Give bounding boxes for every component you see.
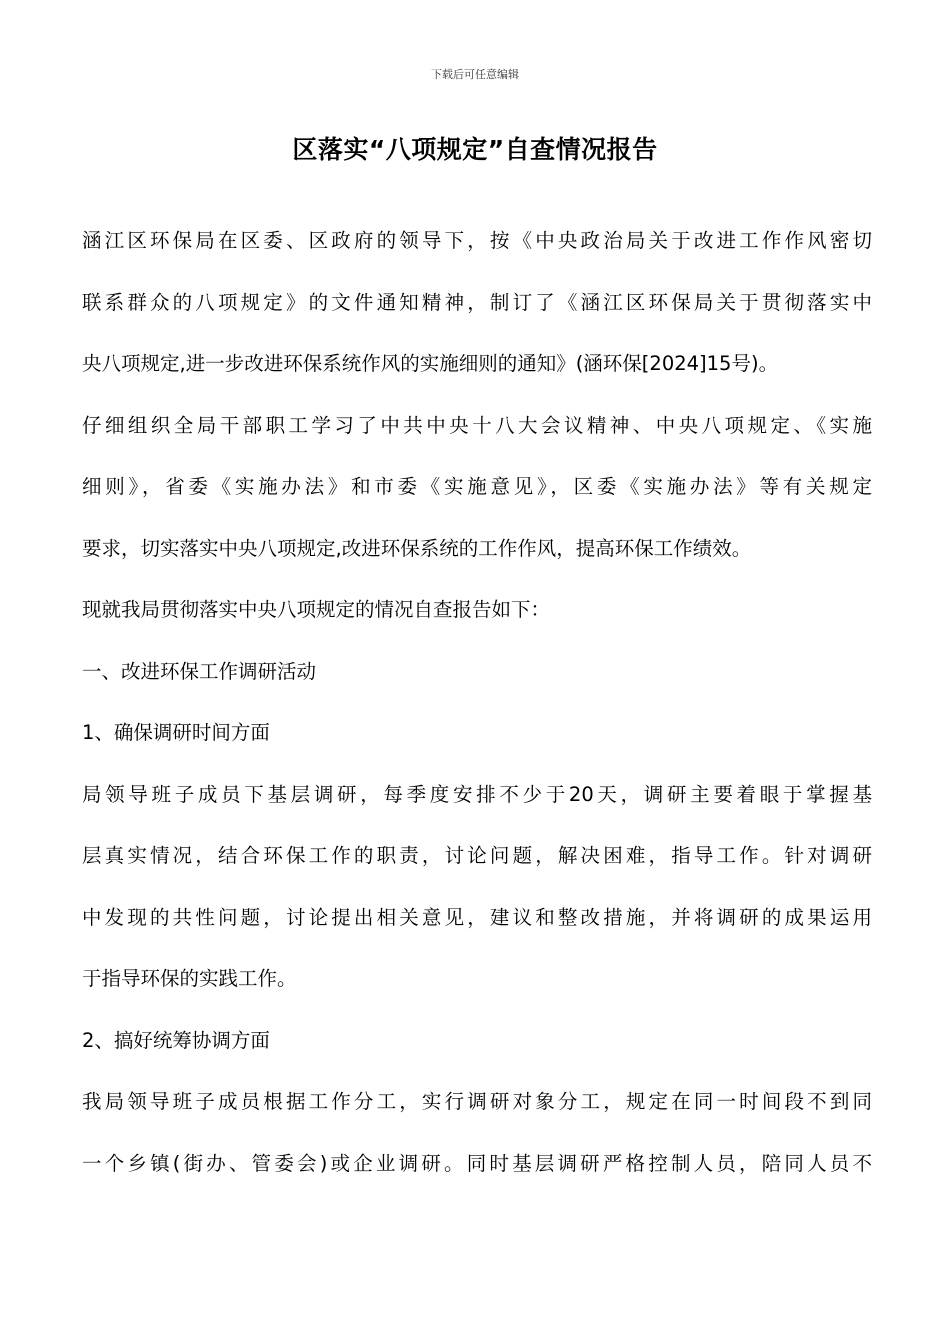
paragraph-line: 层真实情况，结合环保工作的职责，讨论问题，解决困难，指导工作。针对调研 (82, 844, 872, 867)
paragraph-line: 一个乡镇(街办、管委会)或企业调研。同时基层调研严格控制人员，陪同人员不 (82, 1151, 872, 1175)
paragraph-line: 仔细组织全局干部职工学习了中共中央十八大会议精神、中央八项规定、《实施 (82, 413, 872, 437)
paragraph-line: 我局领导班子成员根据工作分工，实行调研对象分工，规定在同一时间段不到同 (82, 1090, 872, 1113)
subsection-heading: 2、搞好统筹协调方面 (82, 1028, 270, 1052)
document-title: 区落实“八项规定”自查情况报告 (292, 135, 658, 164)
paragraph-line: 于指导环保的实践工作。 (82, 967, 297, 990)
header-note: 下载后可任意编辑 (431, 68, 519, 81)
section-heading: 一、改进环保工作调研活动 (82, 659, 317, 683)
paragraph-line: 要求，切实落实中央八项规定,改进环保系统的工作作风，提高环保工作绩效。 (82, 536, 752, 560)
paragraph-line: 现就我局贯彻落实中央八项规定的情况自查报告如下： (82, 598, 551, 621)
subsection-heading: 1、确保调研时间方面 (82, 721, 270, 744)
document-body (82, 210, 872, 1194)
paragraph-line: 联系群众的八项规定》的文件通知精神，制订了《涵江区环保局关于贯彻落实中 (82, 290, 872, 314)
paragraph-line: 央八项规定,进一步改进环保系统作风的实施细则的通知》(涵环保[2024]15号)。 (82, 352, 779, 375)
paragraph-line: 涵江区环保局在区委、区政府的领导下，按《中央政治局关于改进工作作风密切 (82, 229, 872, 252)
paragraph-line: 细则》，省委《实施办法》和市委《实施意见》，区委《实施办法》等有关规定 (82, 475, 872, 498)
paragraph-line: 中发现的共性问题，讨论提出相关意见，建议和整改措施，并将调研的成果运用 (82, 905, 872, 929)
paragraph-line: 局领导班子成员下基层调研，每季度安排不少于20天，调研主要着眼于掌握基 (82, 782, 872, 806)
